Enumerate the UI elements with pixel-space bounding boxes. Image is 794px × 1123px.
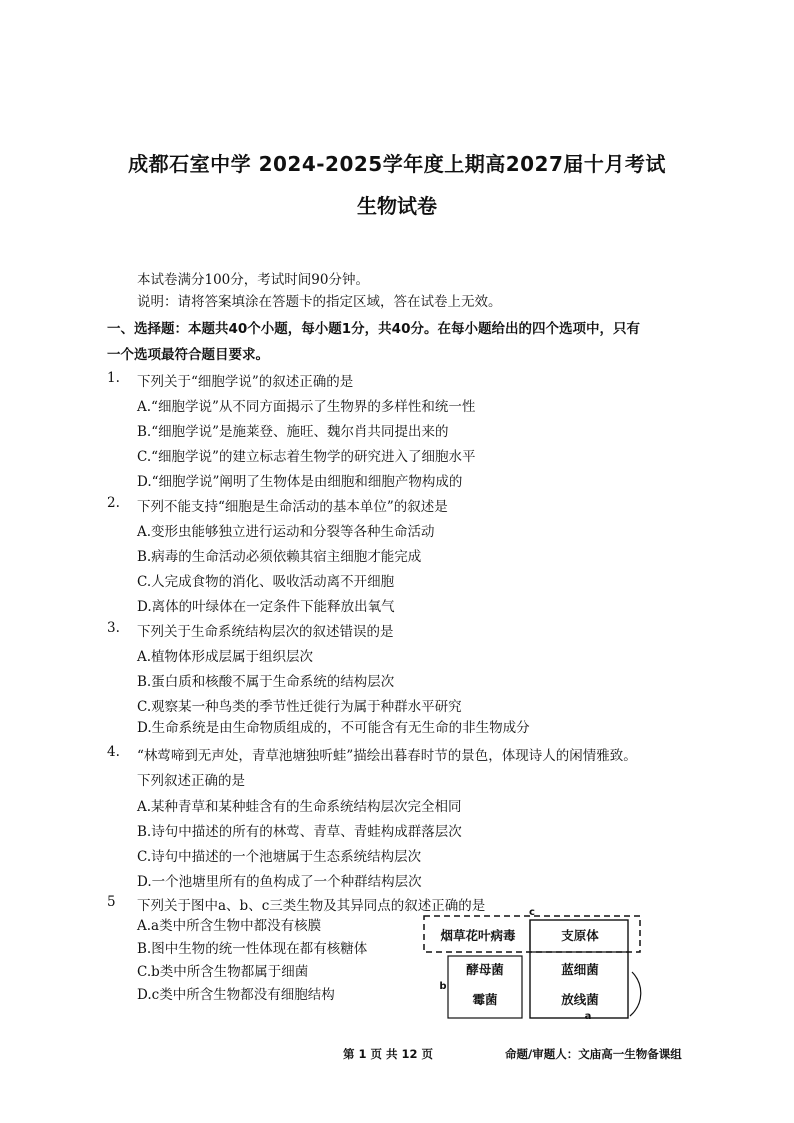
question-1-option-a: A.“细胞学说”从不同方面揭示了生物界的多样性和统一性 <box>137 399 476 415</box>
question-2-stem: 下列不能支持“细胞是生命活动的基本单位”的叙述是 <box>137 499 448 515</box>
exam-info-note: 说明：请将答案填涂在答题卡的指定区域，答在试卷上无效。 <box>137 294 502 310</box>
question-4-stem-cont: 下列叙述正确的是 <box>137 773 245 789</box>
section-heading-cont: 一个选项最符合题目要求。 <box>107 347 269 363</box>
question-2-option-a: A.变形虫能够独立进行运动和分裂等各种生命活动 <box>137 524 435 540</box>
question-5-option-a: A.a类中所含生物中都没有核膜 <box>137 918 322 934</box>
question-1-option-c: C.“细胞学说”的建立标志着生物学的研究进入了细胞水平 <box>137 449 476 465</box>
cell-tobacco-mosaic-virus: 烟草花叶病毒 <box>440 928 516 943</box>
cell-yeast: 酵母菌 <box>466 962 504 977</box>
question-4-number: 4. <box>107 744 120 760</box>
footer-author: 命题/审题人：文庙高一生物备课组 <box>505 1047 682 1061</box>
question-3-number: 3. <box>107 620 120 636</box>
question-4-stem: “林莺啼到无声处，青草池塘独听蛙”描绘出暮春时节的景色，体现诗人的闲情雅致。 <box>137 748 637 764</box>
question-5-number: 5 <box>107 894 116 910</box>
question-1-option-b: B.“细胞学说”是施莱登、施旺、魏尔肖共同提出来的 <box>137 424 449 440</box>
question-3-stem: 下列关于生命系统结构层次的叙述错误的是 <box>137 624 394 640</box>
label-a: a <box>584 1011 592 1022</box>
question-3-option-b: B.蛋白质和核酸不属于生命系统的结构层次 <box>137 674 395 690</box>
section-heading: 一、选择题：本题共40个小题，每小题1分，共40分。在每小题给出的四个选项中，只有 <box>107 321 640 337</box>
label-b: b <box>439 981 447 992</box>
exam-subtitle: 生物试卷 <box>357 194 437 218</box>
question-2-option-b: B.病毒的生命活动必须依赖其宿主细胞才能完成 <box>137 549 422 565</box>
question-2-number: 2. <box>107 495 120 511</box>
question-1-number: 1. <box>107 370 120 386</box>
question-5-option-b: B.图中生物的统一性体现在都有核糖体 <box>137 941 368 957</box>
cell-mycoplasma: 支原体 <box>561 928 599 943</box>
cell-actinomycetes: 放线菌 <box>561 992 599 1007</box>
question-1-stem: 下列关于“细胞学说”的叙述正确的是 <box>137 374 354 390</box>
question-3-option-d: D.生命系统是由生命物质组成的，不可能含有无生命的非生物成分 <box>137 720 530 736</box>
question-4-option-d: D.一个池塘里所有的鱼构成了一个种群结构层次 <box>137 874 422 890</box>
question-2-option-d: D.离体的叶绿体在一定条件下能释放出氧气 <box>137 599 395 615</box>
question-5-stem: 下列关于图中a、b、c三类生物及其异同点的叙述正确的是 <box>137 898 486 914</box>
cell-mold: 霉菌 <box>472 992 498 1007</box>
exam-info-score: 本试卷满分100分，考试时间90分钟。 <box>137 272 369 288</box>
page-number: 第 1 页 共 12 页 <box>343 1047 434 1061</box>
question-1-option-d: D.“细胞学说”阐明了生物体是由细胞和细胞产物构成的 <box>137 474 463 490</box>
question-4-option-a: A.某种青草和某种蛙含有的生命系统结构层次完全相同 <box>137 799 462 815</box>
question-4-option-c: C.诗句中描述的一个池塘属于生态系统结构层次 <box>137 849 422 865</box>
question-5-option-c: C.b类中所含生物都属于细菌 <box>137 964 309 980</box>
question-3-option-c: C.观察某一种鸟类的季节性迁徙行为属于种群水平研究 <box>137 699 462 715</box>
question-4-option-b: B.诗句中描述的所有的林莺、青草、青蛙构成群落层次 <box>137 824 462 840</box>
cell-cyanobacteria: 蓝细菌 <box>561 962 599 977</box>
question-3-option-a: A.植物体形成层属于组织层次 <box>137 649 314 665</box>
exam-title: 成都石室中学 2024-2025学年度上期高2027届十月考试 <box>128 152 666 176</box>
question-5-diagram <box>418 907 648 1022</box>
question-5-option-d: D.c类中所含生物都没有细胞结构 <box>137 987 335 1003</box>
label-c: c <box>529 907 535 918</box>
question-2-option-c: C.人完成食物的消化、吸收活动离不开细胞 <box>137 574 395 590</box>
